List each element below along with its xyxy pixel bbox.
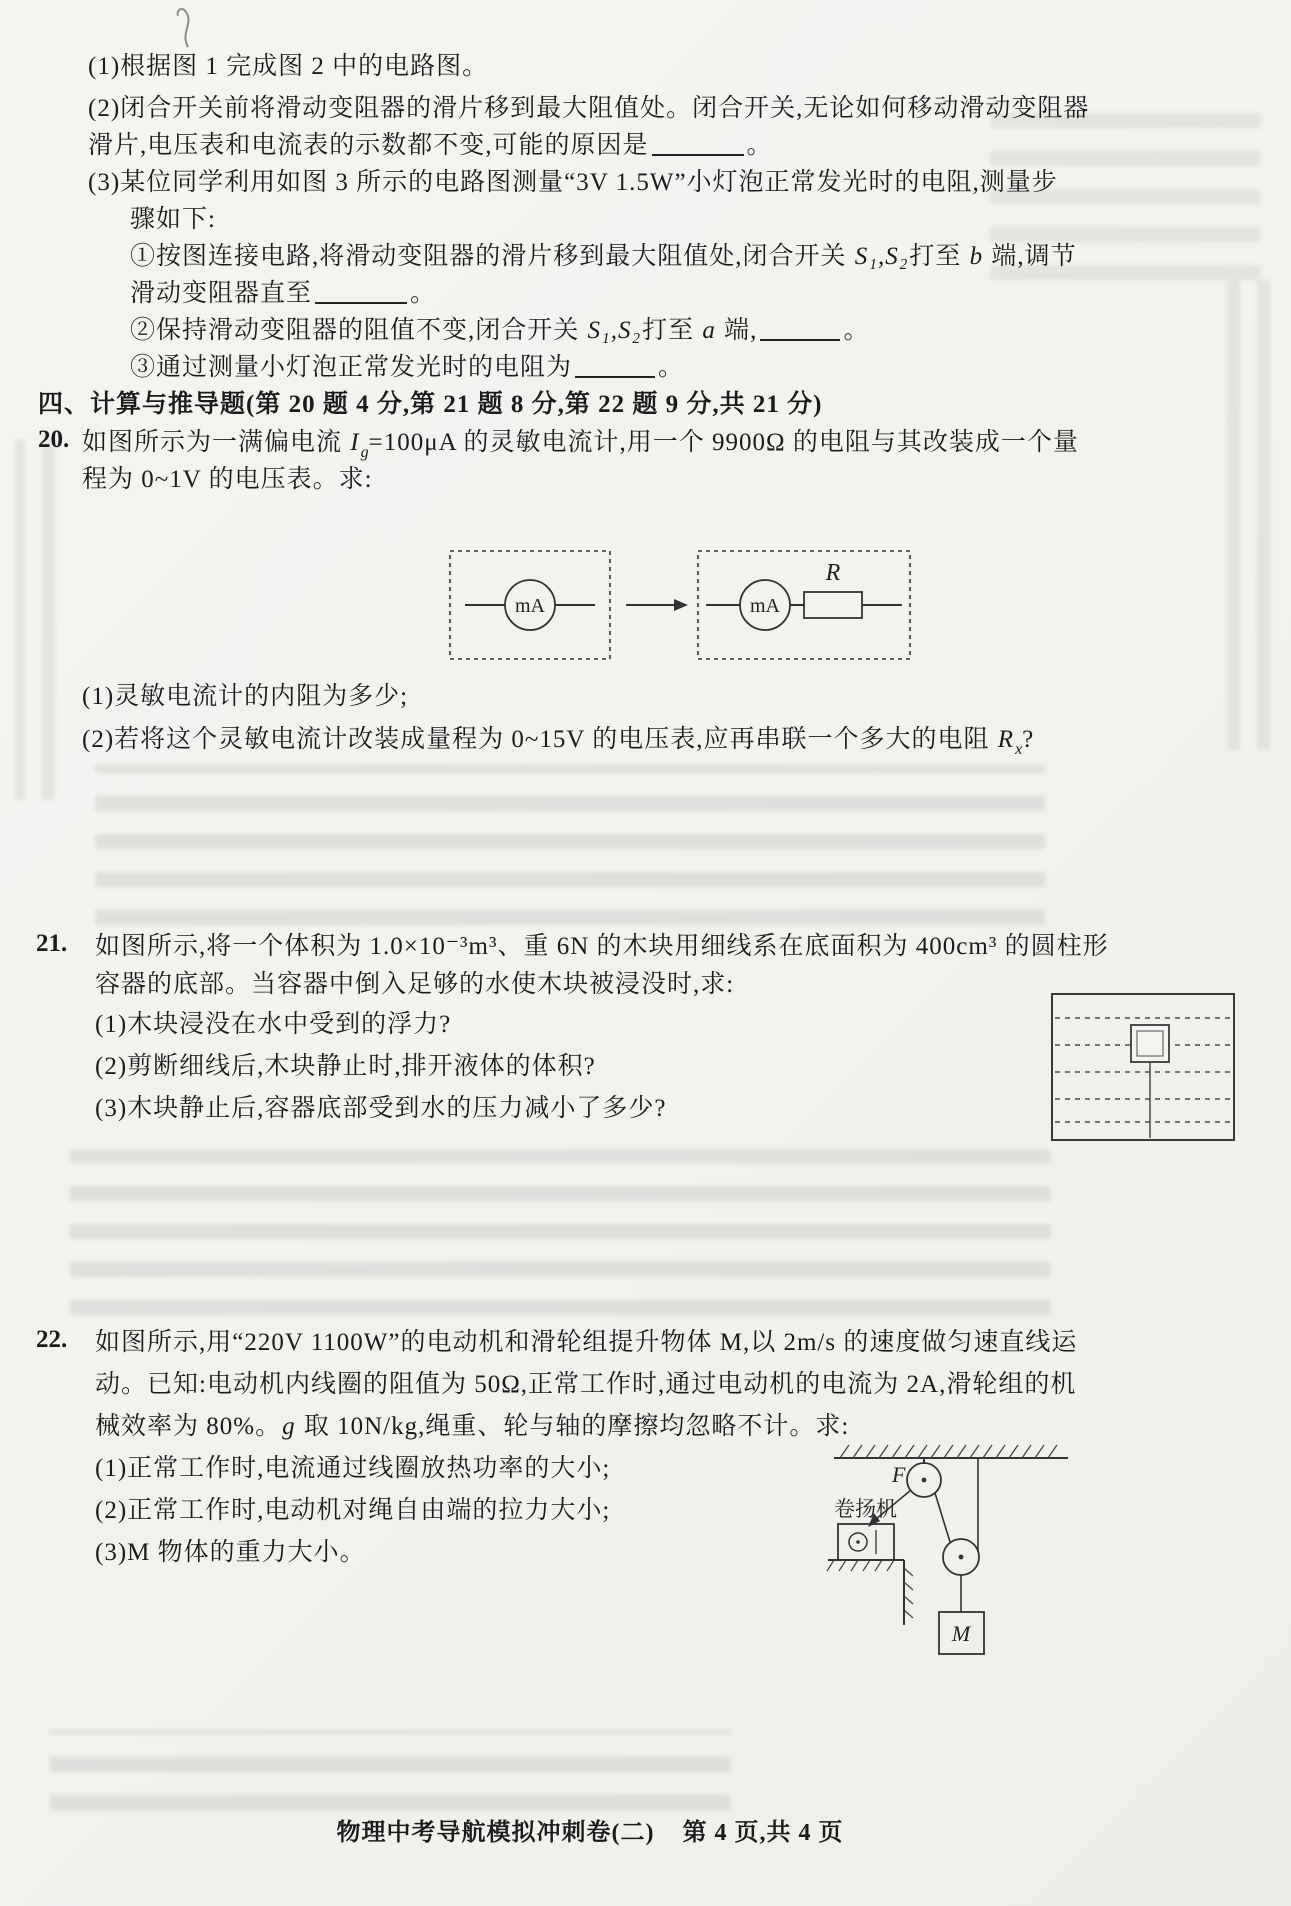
question-item-2-line2 <box>88 129 773 163</box>
question-22-number: 22. <box>36 1326 68 1353</box>
step-text: 端, <box>716 317 758 344</box>
q21-sub-text: (2)剪断细线后,木块静止时,排开液体的体积? <box>95 1053 596 1080</box>
item-text: (2)闭合开关前将滑动变阻器的滑片移到最大阻值处。闭合开关,无论如何移动滑动变阻器 <box>88 95 1090 122</box>
winch-label: 卷扬机 <box>834 1497 897 1521</box>
ceiling-hatch <box>840 1445 1057 1458</box>
question-22-sub3 <box>95 1536 366 1570</box>
wall-hatch <box>904 1568 913 1618</box>
question-22-line2 <box>95 1368 1076 1402</box>
terminal-b: b <box>969 243 984 270</box>
galvanometer-figure <box>430 548 915 663</box>
item-text: 。 <box>746 132 773 159</box>
q21-text: 容器的底部。当容器中倒入足够的水使木块被浸没时,求: <box>95 971 735 998</box>
container-outline <box>1052 994 1234 1140</box>
step-1-line2 <box>130 277 436 311</box>
question-item-3-line2 <box>130 203 216 237</box>
answer-blank <box>315 277 407 304</box>
item-text: (1)根据图 1 完成图 2 中的电路图。 <box>88 53 489 80</box>
answer-blank <box>760 314 840 341</box>
winch-body <box>838 1524 894 1560</box>
q22-text: 如图所示,用“220V 1100W”的电动机和滑轮组提升物体 M,以 2m/s 的速度做匀速直线运 <box>95 1329 1078 1356</box>
q22-sub-text: (1)正常工作时,电流通过线圈放热功率的大小; <box>95 1455 611 1482</box>
step-text: 打至 <box>909 243 969 270</box>
resistance-subscript: x <box>1015 741 1023 758</box>
q20-text: 程为 0~1V 的电压表。求: <box>82 466 373 493</box>
q20-sub-text: (1)灵敏电流计的内阻为多少; <box>82 683 409 710</box>
rope-down <box>935 1493 950 1542</box>
question-22-line1 <box>95 1326 1077 1360</box>
switch-symbols: S₁,S₂ <box>854 243 909 270</box>
q21-sub-text: (3)木块静止后,容器底部受到水的压力减小了多少? <box>95 1095 667 1122</box>
question-21-sub3 <box>95 1092 667 1126</box>
switch-symbols: S₁,S₂ <box>587 317 642 344</box>
page-footer <box>250 1812 930 1847</box>
item-text: 滑片,电压表和电流表的示数都不变,可能的原因是 <box>88 132 649 159</box>
q22-text: 械效率为 80%。 <box>95 1413 282 1440</box>
answer-blank <box>575 351 655 378</box>
bracket-hatch <box>827 1560 894 1571</box>
section-four-header <box>38 388 822 422</box>
footer-page-number: 第 4 页,共 4 页 <box>682 1820 844 1846</box>
step-text: ③通过测量小灯泡正常发光时的电阻为 <box>130 354 573 381</box>
container-figure <box>1050 992 1236 1142</box>
q20-sub-text: (2)若将这个灵敏电流计改装成量程为 0~15V 的电压表,应再串联一个多大的电阻 <box>82 726 997 753</box>
bleedthrough-artifact <box>15 440 55 800</box>
question-20-sub1 <box>82 680 408 714</box>
force-label: F <box>892 1462 906 1487</box>
item-text: (3)某位同学利用如图 3 所示的电路图测量“3V 1.5W”小灯泡正常发光时的电阻,测量步 <box>88 169 1058 196</box>
q21-sub-text: (1)木块浸没在水中受到的浮力? <box>95 1011 452 1038</box>
q22-text: 动。已知:电动机内线圈的阻值为 50Ω,正常工作时,通过电动机的电流为 2A,滑轮组的机 <box>95 1371 1077 1398</box>
resistance-symbol: R <box>997 726 1015 753</box>
q22-sub-text: (2)正常工作时,电动机对绳自由端的拉力大小; <box>95 1497 611 1524</box>
q22-text: 取 10N/kg,绳重、轮与轴的摩擦均忽略不计。求: <box>296 1413 850 1440</box>
step-text: 打至 <box>642 317 702 344</box>
mass-label: M <box>951 1621 971 1646</box>
step-text: 。 <box>658 354 685 381</box>
meter-label: mA <box>750 595 780 617</box>
answer-blank <box>652 129 744 156</box>
q20-text: 如图所示为一满偏电流 <box>82 429 350 456</box>
current-subscript: g <box>360 444 369 461</box>
question-22-sub1 <box>95 1452 610 1486</box>
question-22-line3 <box>95 1410 849 1444</box>
resistor-label: R <box>825 560 841 586</box>
question-item-2-line1 <box>88 92 1089 126</box>
step-text: 端,调节 <box>984 243 1077 270</box>
question-21-sub2 <box>95 1050 596 1084</box>
step-1-line1 <box>130 240 1077 274</box>
step-3-line <box>130 351 684 385</box>
bleedthrough-artifact <box>70 1150 1050 1315</box>
pulley-figure <box>820 1440 1085 1690</box>
q21-text: 如图所示,将一个体积为 1.0×10⁻³m³、重 6N 的木块用细线系在底面积为 400cm³ 的圆柱形 <box>95 933 1109 960</box>
q20-text: =100μA 的灵敏电流计,用一个 9900Ω 的电阻与其改装成一个量 <box>368 429 1079 456</box>
bleedthrough-artifact <box>95 765 1045 925</box>
question-20-sub2 <box>82 723 1034 767</box>
current-symbol: I <box>350 429 360 456</box>
question-20-line2 <box>82 463 373 497</box>
question-21-line1 <box>95 930 1109 964</box>
meter-label: mA <box>515 595 545 617</box>
q22-sub-text: (3)M 物体的重力大小。 <box>95 1539 366 1566</box>
step-text: 。 <box>410 280 437 307</box>
step-text: ①按图连接电路,将滑动变阻器的滑片移到最大阻值处,闭合开关 <box>130 243 854 270</box>
bleedthrough-artifact <box>50 1730 730 1810</box>
step-text: 滑动变阻器直至 <box>130 280 313 307</box>
step-text: 。 <box>843 317 870 344</box>
step-text: ②保持滑动变阻器的阻值不变,闭合开关 <box>130 317 587 344</box>
resistor-icon <box>804 592 862 618</box>
q20-sub-text: ? <box>1022 726 1035 753</box>
footer-title: 物理中考导航模拟冲刺卷(二) <box>336 1820 655 1846</box>
question-item-3-line1 <box>88 166 1058 200</box>
question-item-1 <box>88 50 488 84</box>
question-21-number: 21. <box>36 930 68 957</box>
arrow-head-icon <box>674 599 688 611</box>
question-21-sub1 <box>95 1008 451 1042</box>
section-title: 四、计算与推导题(第 20 题 4 分,第 21 题 8 分,第 22 题 9 分,共 21 分) <box>38 391 823 418</box>
question-20-number: 20. <box>38 426 70 453</box>
terminal-a: a <box>702 317 716 344</box>
pen-mark <box>158 2 208 50</box>
step-2-line <box>130 314 869 348</box>
question-21-line2 <box>95 968 734 1002</box>
item-text: 骤如下: <box>130 206 216 233</box>
gravity-symbol: g <box>282 1413 296 1440</box>
question-22-sub2 <box>95 1494 610 1528</box>
bleedthrough-artifact <box>1225 280 1270 750</box>
